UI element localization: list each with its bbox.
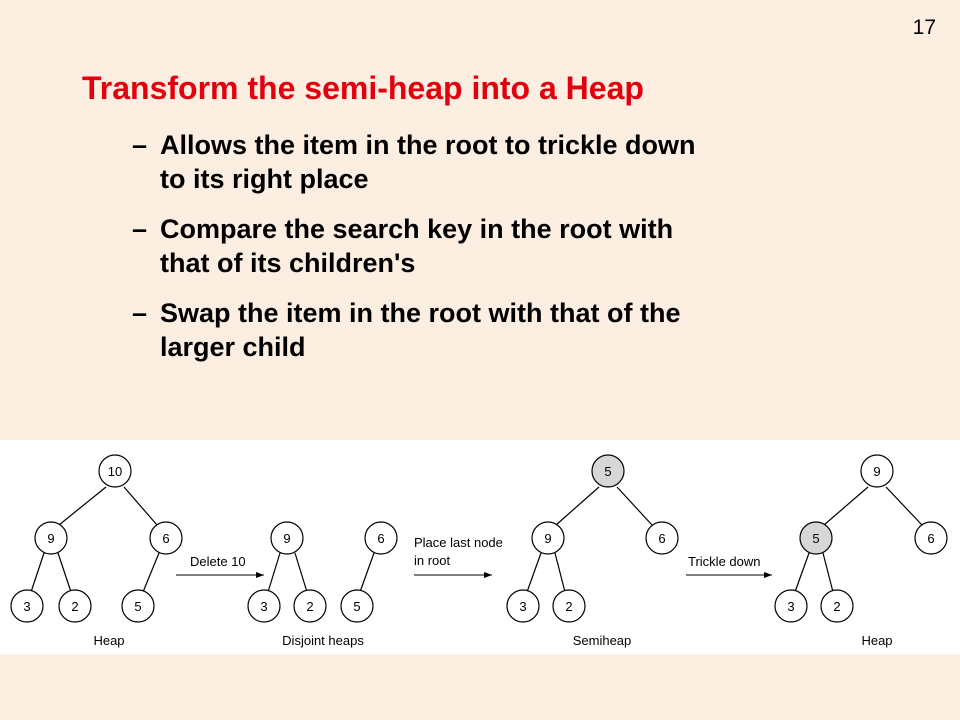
- heap-tree-final: [775, 455, 947, 648]
- bullet-dash: –: [132, 130, 148, 160]
- bullet-text-line: Allows the item in the root to trickle down: [160, 130, 696, 160]
- tree-node: [775, 590, 807, 622]
- svg-text:3: 3: [260, 599, 268, 614]
- bullet-item: [130, 212, 930, 280]
- arrow-trickle-down: [686, 554, 772, 575]
- heap-caption: Heap: [93, 633, 125, 648]
- tree-node: [646, 522, 678, 554]
- arrow-label: Place last node: [414, 535, 503, 550]
- svg-text:9: 9: [47, 531, 55, 546]
- tree-node-shaded: [592, 455, 624, 487]
- slide-title: Transform the semi-heap into a Heap: [82, 70, 644, 106]
- tree-node: [248, 590, 280, 622]
- bullet-list: [130, 128, 930, 380]
- tree-node: [341, 590, 373, 622]
- svg-text:6: 6: [927, 531, 935, 546]
- tree-node: [821, 590, 853, 622]
- arrow-delete: [176, 554, 264, 575]
- bullet-dash: –: [132, 298, 148, 328]
- bullet-text-line: Swap the item in the root with that of the: [160, 298, 681, 328]
- svg-text:6: 6: [658, 531, 666, 546]
- tree-node: [150, 522, 182, 554]
- tree-node: [553, 590, 585, 622]
- svg-text:5: 5: [812, 531, 820, 546]
- svg-text:10: 10: [107, 464, 123, 479]
- disjoint-heaps: [248, 522, 397, 648]
- arrow-label: Trickle down: [688, 554, 761, 569]
- tree-node: [11, 590, 43, 622]
- arrow-label: in root: [414, 553, 451, 568]
- svg-text:6: 6: [377, 531, 385, 546]
- semiheap-tree: [507, 455, 678, 648]
- bullet-dash: –: [132, 214, 148, 244]
- bullet-text-line: larger child: [160, 332, 306, 362]
- tree-node: [271, 522, 303, 554]
- svg-text:5: 5: [134, 599, 142, 614]
- svg-text:9: 9: [283, 531, 291, 546]
- bullet-item: [130, 128, 930, 196]
- tree-node: [365, 522, 397, 554]
- arrow-label: Delete 10: [190, 554, 246, 569]
- svg-text:6: 6: [162, 531, 170, 546]
- svg-text:9: 9: [544, 531, 552, 546]
- semiheap-caption: Semiheap: [572, 633, 632, 648]
- svg-text:9: 9: [873, 464, 881, 479]
- svg-text:2: 2: [565, 599, 573, 614]
- svg-text:2: 2: [833, 599, 841, 614]
- svg-text:3: 3: [787, 599, 795, 614]
- bullet-text-line: that of its children's: [160, 248, 416, 278]
- svg-text:2: 2: [306, 599, 314, 614]
- bullet-text-line: to its right place: [160, 164, 369, 194]
- bullet-text-line: Compare the search key in the root with: [160, 214, 674, 244]
- svg-text:5: 5: [604, 464, 612, 479]
- tree-node: [59, 590, 91, 622]
- heap-diagram-panel: [0, 440, 960, 654]
- bullet-item: [130, 296, 930, 364]
- tree-node: [294, 590, 326, 622]
- tree-node: [507, 590, 539, 622]
- tree-node: [122, 590, 154, 622]
- tree-node: [99, 455, 131, 487]
- svg-text:2: 2: [71, 599, 79, 614]
- tree-node-shaded: [800, 522, 832, 554]
- disjoint-caption: Disjoint heaps: [282, 633, 364, 648]
- tree-node: [915, 522, 947, 554]
- heap-caption: Heap: [861, 633, 893, 648]
- slide-number: 17: [912, 16, 936, 39]
- tree-node: [35, 522, 67, 554]
- svg-text:3: 3: [519, 599, 527, 614]
- arrow-place-last-node: [414, 535, 503, 575]
- svg-text:5: 5: [353, 599, 361, 614]
- svg-text:3: 3: [23, 599, 31, 614]
- heap-diagram: [0, 440, 960, 654]
- heap-tree-initial: [11, 455, 182, 648]
- tree-node: [861, 455, 893, 487]
- tree-node: [532, 522, 564, 554]
